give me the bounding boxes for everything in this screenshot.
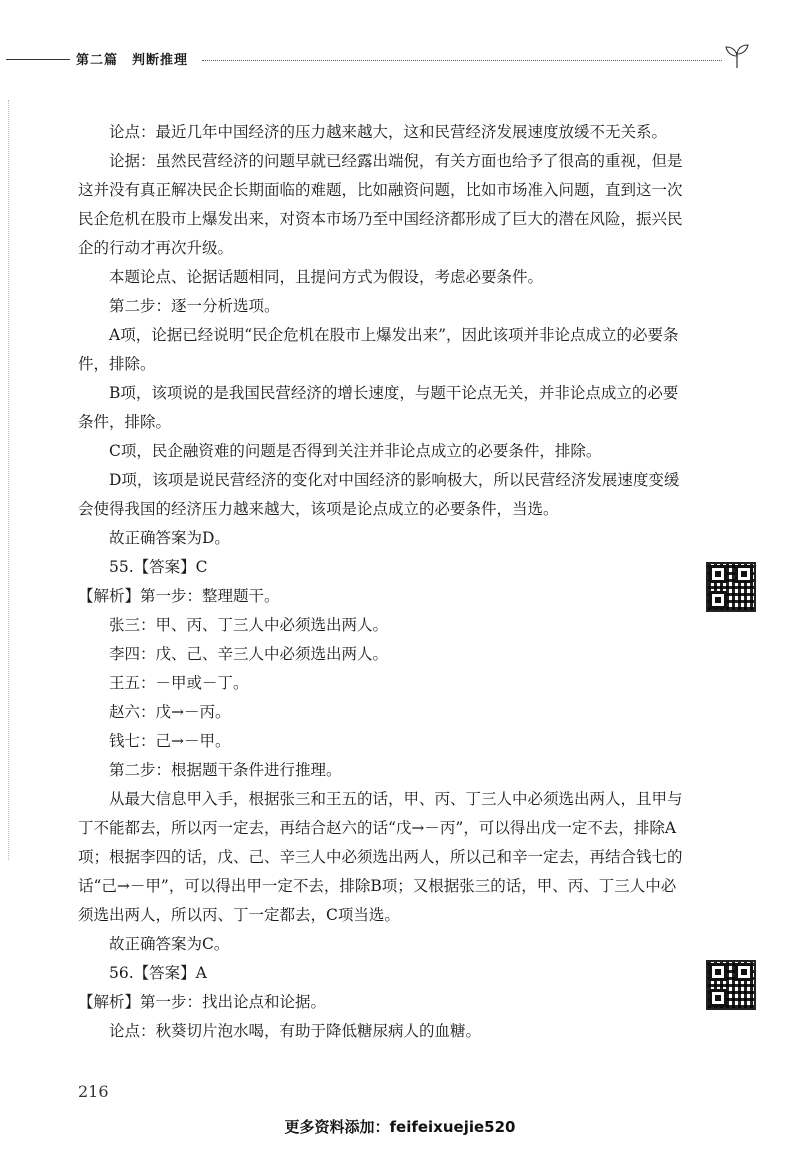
sprout-icon (722, 44, 752, 70)
paragraph: 故正确答案为C。 (109, 935, 230, 953)
paragraph: D项，该项是说民营经济的变化对中国经济的影响极大，所以民营经济发展速度变缓会使得我国的经济压力越来越大，该项是论点成立的必要条件，当选。 (78, 471, 680, 518)
header-part: 第二篇 (76, 53, 119, 68)
paragraph: 论点：最近几年中国经济的压力越来越大，这和民营经济发展速度放缓不无关系。 (109, 123, 668, 141)
paragraph: 第二步：根据题干条件进行推理。 (109, 761, 342, 779)
paragraph: 从最大信息甲入手，根据张三和王五的话，甲、丙、丁三人中必须选出两人，且甲与丁不能都去，所以丙一定去，再结合赵六的话“戊→－丙”，可以得出戊一定不去，排除A项；根据李四的话，戊、己、辛三人中必须选出两人，所以己和辛一定去，再结合钱七的话“己→－甲”，可以得出甲一定不去，排除B项；又根据张三的话，甲、丙、丁三人中必须选出两人，所以丙、丁一定都去，C项当选。 (78, 790, 683, 924)
qr-code-icon (706, 562, 756, 612)
binding-margin (8, 100, 11, 860)
paragraph: 论点：秋葵切片泡水喝，有助于降低糖尿病人的血糖。 (109, 1022, 482, 1040)
answer-heading: 55.【答案】C (109, 558, 208, 576)
paragraph: C项，民企融资难的问题是否得到关注并非论点成立的必要条件，排除。 (109, 442, 602, 460)
page-number: 216 (78, 1082, 109, 1101)
qr-code-icon (706, 960, 756, 1010)
paragraph: 张三：甲、丙、丁三人中必须选出两人。 (109, 616, 389, 634)
page-body (78, 118, 690, 1046)
paragraph: 论据：虽然民营经济的问题早就已经露出端倪，有关方面也给予了很高的重视，但是这并没有真正解决民企长期面临的难题，比如融资问题，比如市场准入问题，直到这一次民企危机在股市上爆发出来，对资本市场乃至中国经济都形成了巨大的潜在风险，振兴民企的行动才再次升级。 (78, 152, 683, 257)
paragraph: B项，该项说的是我国民营经济的增长速度，与题干论点无关，并非论点成立的必要条件，排除。 (78, 384, 679, 431)
answer-heading: 56.【答案】A (109, 964, 207, 982)
running-header (0, 44, 800, 74)
paragraph: A项，论据已经说明“民企危机在股市上爆发出来”，因此该项并非论点成立的必要条件，排除。 (78, 326, 679, 373)
paragraph: 李四：戊、己、辛三人中必须选出两人。 (109, 645, 389, 663)
paragraph: 第二步：逐一分析选项。 (109, 297, 280, 315)
paragraph: 故正确答案为D。 (109, 529, 230, 547)
paragraph: 赵六：戊→－丙。 (109, 703, 231, 721)
paragraph: 本题论点、论据话题相同，且提问方式为假设，考虑必要条件。 (109, 268, 544, 286)
header-rule-right (202, 60, 722, 61)
header-rule-left (6, 59, 70, 60)
paragraph: 王五：－甲或－丁。 (109, 674, 249, 692)
analysis-heading: 【解析】第一步：找出论点和论据。 (78, 993, 327, 1011)
footer-note: 更多资料添加：feifeixuejie520 (284, 1118, 516, 1136)
header-title (76, 49, 188, 68)
paragraph: 钱七：己→－甲。 (109, 732, 231, 750)
header-section: 判断推理 (132, 53, 189, 68)
analysis-heading: 【解析】第一步：整理题干。 (78, 587, 280, 605)
